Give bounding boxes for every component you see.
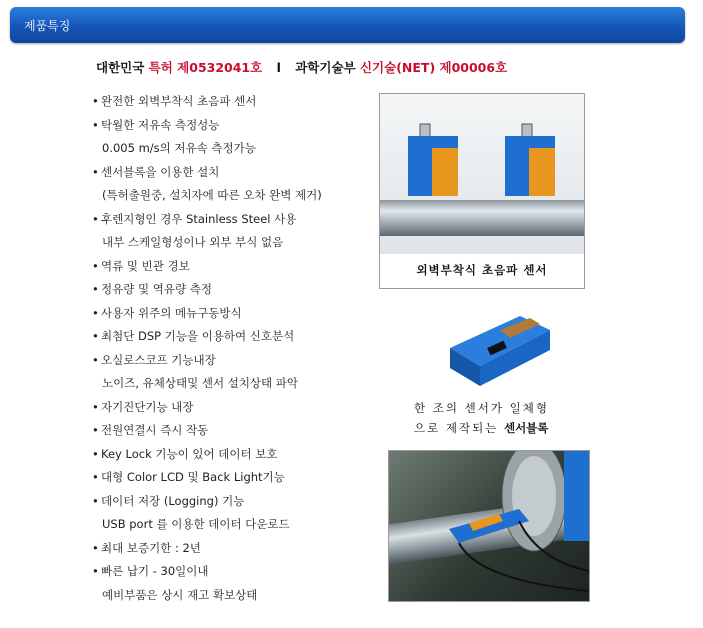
feature-text: USB port 를 이용한 데이터 다운로드	[102, 517, 290, 531]
sensor-pair-image	[380, 94, 584, 254]
feature-line	[92, 212, 392, 236]
feature-line	[92, 447, 392, 471]
bullet-icon: •	[92, 94, 99, 108]
bullet-icon: •	[92, 164, 99, 179]
feature-text: 자기진단기능 내장	[101, 399, 194, 414]
bullet-icon: •	[92, 352, 99, 367]
sensor-block-image	[440, 308, 560, 388]
feature-text: 최대 보증기한 : 2년	[101, 540, 201, 555]
patent-number: 특허 제0532041호	[148, 60, 263, 75]
feature-text: 0.005 m/s의 저유속 측정가능	[102, 141, 256, 155]
feature-line	[92, 235, 392, 259]
feature-text: 빠른 납기 - 30일이내	[101, 564, 209, 578]
feature-text: 센서블록을 이용한 설치	[101, 164, 220, 179]
feature-list	[92, 94, 392, 611]
feature-line	[92, 165, 392, 189]
feature-line	[92, 588, 392, 612]
bullet-icon: •	[92, 423, 99, 437]
photo1-caption: 외벽부착식 초음파 센서	[416, 263, 548, 277]
feature-text: 데이터 저장 (Logging) 기능	[101, 493, 245, 508]
bullet-icon: •	[92, 493, 99, 508]
feature-text: 탁월한 저유속 측정성능	[101, 117, 220, 132]
patent-label-ministry: 과학기술부	[295, 60, 356, 75]
bullet-icon: •	[92, 211, 99, 226]
feature-line	[92, 141, 392, 165]
feature-text: 예비부품은 상시 재고 확보상태	[102, 587, 258, 602]
feature-text: 사용자 위주의 메뉴구동방식	[101, 305, 242, 320]
bullet-icon: •	[92, 540, 99, 555]
patent-separator: l	[276, 60, 281, 75]
feature-text: 최첨단 DSP 기능을 이용하여 신호분석	[101, 329, 295, 343]
bullet-icon: •	[92, 329, 99, 343]
installation-details-image	[389, 451, 589, 601]
feature-line	[92, 94, 392, 118]
photo-background	[380, 94, 584, 254]
patent-label-korea: 대한민국	[96, 60, 145, 75]
bullet-icon: •	[92, 399, 99, 414]
bullet-icon: •	[92, 446, 99, 461]
feature-text: 완전한 외벽부착식 초음파 센서	[101, 94, 257, 108]
photo2-caption-line2	[414, 418, 549, 438]
photo2-caption-line1: 한 조의 센서가 일체형	[414, 401, 549, 415]
bullet-icon: •	[92, 282, 99, 296]
feature-line	[92, 188, 392, 212]
feature-text: Key Lock 기능이 있어 데이터 보호	[101, 446, 278, 461]
feature-text: 역류 및 빈관 경보	[101, 258, 190, 273]
feature-text: 후렌지형인 경우 Stainless Steel 사용	[101, 211, 297, 226]
bullet-icon: •	[92, 258, 99, 273]
feature-line	[92, 541, 392, 565]
feature-text: (특허출원중, 설치자에 따른 오차 완벽 제거)	[102, 188, 322, 202]
bullet-icon: •	[92, 117, 99, 132]
feature-line	[92, 329, 392, 353]
feature-line	[92, 353, 392, 377]
bullet-icon: •	[92, 470, 99, 484]
feature-line	[92, 517, 392, 541]
bullet-icon: •	[92, 564, 99, 578]
feature-line	[92, 564, 392, 588]
feature-line	[92, 259, 392, 283]
bullet-icon: •	[92, 305, 99, 320]
feature-line	[92, 400, 392, 424]
photo2-caption-prefix: 으로 제작되는	[414, 421, 499, 435]
sensor-block-photo	[440, 308, 560, 388]
feature-line	[92, 306, 392, 330]
feature-line	[92, 423, 392, 447]
feature-text: 전원연결시 즉시 작동	[101, 423, 209, 437]
feature-text: 정유량 및 역유량 측정	[101, 282, 212, 296]
feature-text: 대형 Color LCD 및 Back Light기능	[101, 470, 285, 484]
feature-line	[92, 282, 392, 306]
section-header-bar	[10, 7, 685, 43]
photo2-caption-bold: 센서블록	[503, 421, 549, 435]
feature-line	[92, 470, 392, 494]
photo2-caption	[414, 398, 549, 438]
sensor-photo-clamp-on	[379, 93, 585, 289]
patent-info	[96, 58, 507, 76]
section-title: 제품특징	[24, 19, 71, 33]
feature-text: 내부 스케일형성이나 외부 부식 없음	[102, 235, 284, 249]
new-tech-number: 신기술(NET) 제00006호	[359, 60, 508, 75]
feature-line	[92, 494, 392, 518]
feature-text: 오실로스코프 기능내장	[101, 352, 216, 367]
installation-photo	[388, 450, 590, 602]
feature-text: 노이즈, 유체상태및 센서 설치상태 파악	[102, 376, 299, 390]
feature-line	[92, 376, 392, 400]
feature-line	[92, 118, 392, 142]
